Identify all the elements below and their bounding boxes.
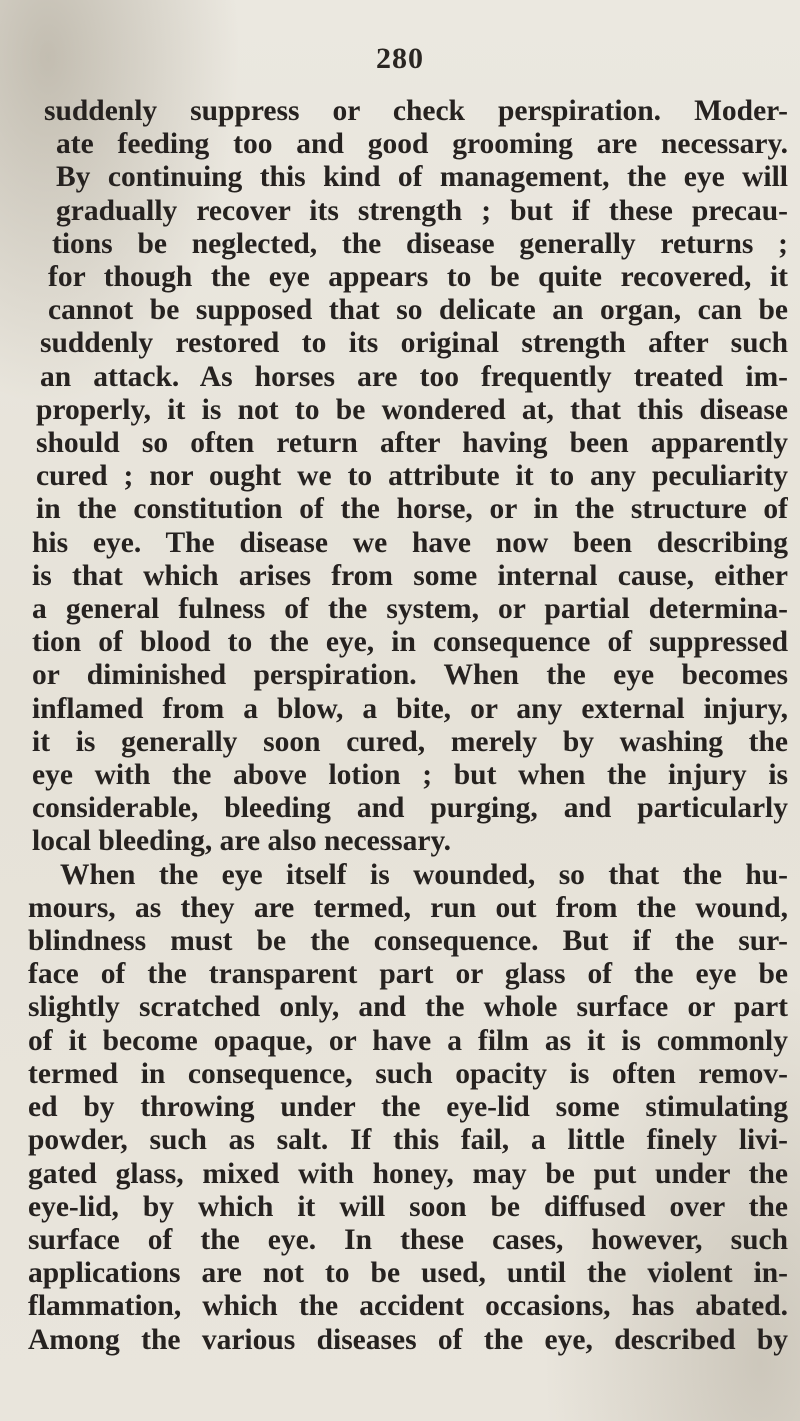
text-line: or diminished perspiration. When the eye becomes (32, 659, 788, 692)
text-line: termed in consequence, such opacity is often remov- (28, 1057, 788, 1090)
text-line: an attack. As horses are too frequently treated im- (40, 360, 788, 393)
text-line: suddenly suppress or check perspiration. Moder- (44, 95, 788, 127)
text-line: applications are not to be used, until the violent in- (28, 1257, 788, 1290)
text-line: is that which arises from some internal cause, either (32, 559, 788, 592)
text-line: cannot be supposed that so delicate an organ, can be (48, 294, 788, 327)
text-line: tions be neglected, the disease generally returns ; (52, 227, 788, 260)
text-line: for though the eye appears to be quite recovered, it (48, 261, 788, 294)
text-line: ate feeding too and good grooming are necessary. (56, 128, 788, 161)
text-line: of it become opaque, or have a film as it is commonly (28, 1024, 788, 1057)
text-line: gated glass, mixed with honey, may be put under the (28, 1157, 788, 1190)
body-text (28, 95, 788, 1357)
text-line: suddenly restored to its original strength after such (40, 327, 788, 360)
text-line: eye with the above lotion ; but when the injury is (32, 759, 788, 792)
text-line: a general fulness of the system, or partial determina- (32, 593, 788, 626)
text-line: in the constitution of the horse, or in the structure of (36, 493, 788, 526)
text-line: inflamed from a blow, a bite, or any external injury, (32, 692, 788, 725)
text-line: By continuing this kind of management, the eye will (56, 161, 788, 194)
text-line: face of the transparent part or glass of the eye be (28, 958, 788, 991)
text-line: powder, such as salt. If this fail, a little finely livi- (28, 1124, 788, 1157)
text-line: flammation, which the accident occasions, has abated. (28, 1290, 788, 1323)
text-line: tion of blood to the eye, in consequence of suppressed (32, 626, 788, 659)
page-number: 280 (376, 42, 424, 75)
text-line: cured ; nor ought we to attribute it to any peculiarity (36, 460, 788, 493)
text-line: Among the various diseases of the eye, described by (28, 1323, 788, 1356)
text-line: his eye. The disease we have now been describing (32, 526, 788, 559)
text-line: slightly scratched only, and the whole surface or part (28, 991, 788, 1024)
text-line: properly, it is not to be wondered at, that this disease (36, 393, 788, 426)
text-line: gradually recover its strength ; but if these precau- (56, 194, 788, 227)
text-line: blindness must be the consequence. But if the sur- (28, 925, 788, 958)
text-line: surface of the eye. In these cases, however, such (28, 1223, 788, 1256)
text-line: considerable, bleeding and purging, and particularly (32, 792, 788, 825)
text-line: When the eye itself is wounded, so that the hu- (60, 858, 788, 891)
text-line: ed by throwing under the eye-lid some stimulating (28, 1091, 788, 1124)
text-line: mours, as they are termed, run out from the wound, (28, 891, 788, 924)
text-line: eye-lid, by which it will soon be diffused over the (28, 1190, 788, 1223)
text-line: local bleeding, are also necessary. (32, 825, 451, 858)
text-line: it is generally soon cured, merely by washing the (32, 725, 788, 758)
text-line: should so often return after having been apparently (36, 427, 788, 460)
